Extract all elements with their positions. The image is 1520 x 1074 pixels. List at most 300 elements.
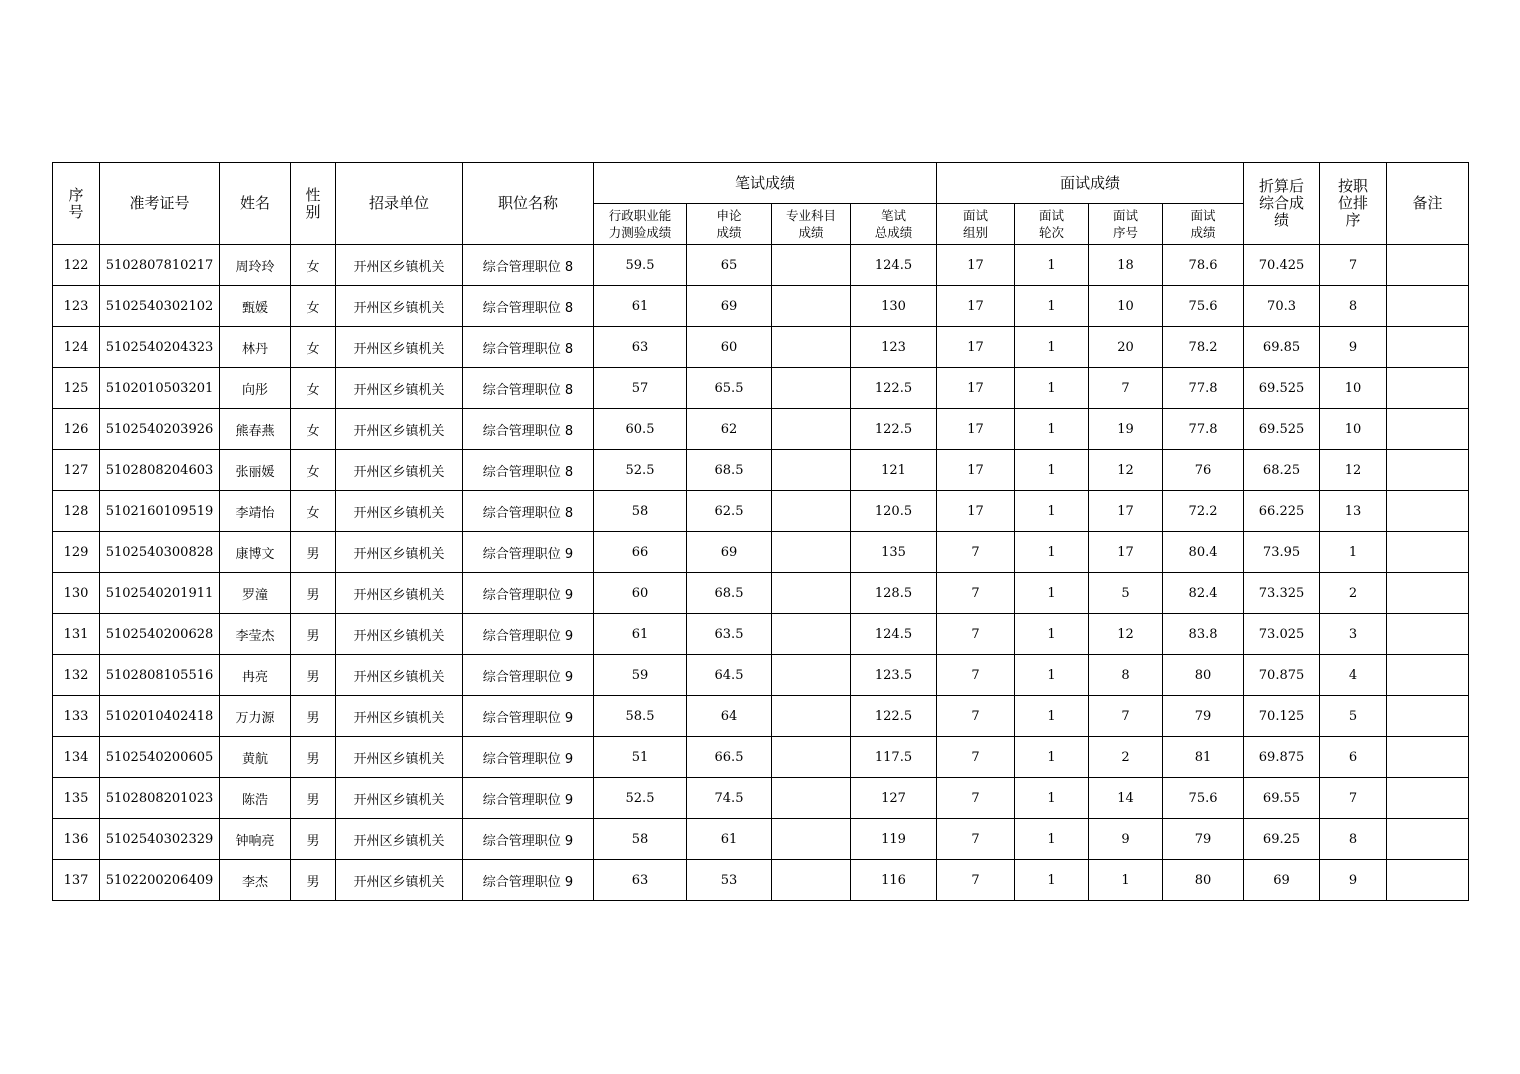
cell-written-admin: 59: [594, 655, 687, 696]
cell-remark: [1387, 450, 1469, 491]
cell-seq: 123: [53, 286, 100, 327]
cell-interview-score: 77.8: [1163, 409, 1244, 450]
table-row: [53, 860, 1469, 901]
cell-interview-group: 7: [937, 573, 1015, 614]
cell-interview-score: 78.2: [1163, 327, 1244, 368]
cell-interview-round: 1: [1015, 532, 1089, 573]
cell-gender: 男: [291, 573, 336, 614]
cell-position: 综合管理职位 9: [463, 573, 594, 614]
cell-ticket: 5102540201911: [100, 573, 220, 614]
cell-seq: 132: [53, 655, 100, 696]
cell-written-total: 130: [851, 286, 937, 327]
header-gender: 性 别: [291, 163, 336, 245]
cell-interview-round: 1: [1015, 327, 1089, 368]
cell-name: 李靖怡: [220, 491, 291, 532]
cell-interview-order: 2: [1089, 737, 1163, 778]
cell-unit: 开州区乡镇机关: [336, 573, 463, 614]
cell-written-essay: 66.5: [687, 737, 772, 778]
cell-interview-group: 17: [937, 245, 1015, 286]
cell-composite: 70.875: [1244, 655, 1320, 696]
cell-interview-group: 17: [937, 286, 1015, 327]
cell-position: 综合管理职位 9: [463, 778, 594, 819]
cell-unit: 开州区乡镇机关: [336, 327, 463, 368]
cell-name: 万力源: [220, 696, 291, 737]
cell-unit: 开州区乡镇机关: [336, 245, 463, 286]
cell-interview-round: 1: [1015, 778, 1089, 819]
cell-position: 综合管理职位 9: [463, 819, 594, 860]
cell-name: 张丽媛: [220, 450, 291, 491]
table-row: [53, 409, 1469, 450]
cell-gender: 男: [291, 696, 336, 737]
cell-written-special: [772, 737, 851, 778]
header-interview-round: 面试 轮次: [1015, 204, 1089, 245]
cell-ticket: 5102808105516: [100, 655, 220, 696]
cell-interview-group: 17: [937, 368, 1015, 409]
cell-remark: [1387, 532, 1469, 573]
cell-written-admin: 60.5: [594, 409, 687, 450]
cell-ticket: 5102540200628: [100, 614, 220, 655]
cell-interview-group: 7: [937, 655, 1015, 696]
cell-seq: 135: [53, 778, 100, 819]
cell-name: 向彤: [220, 368, 291, 409]
cell-position: 综合管理职位 9: [463, 655, 594, 696]
cell-name: 陈浩: [220, 778, 291, 819]
cell-composite: 73.325: [1244, 573, 1320, 614]
cell-remark: [1387, 778, 1469, 819]
cell-name: 李杰: [220, 860, 291, 901]
cell-name: 康博文: [220, 532, 291, 573]
cell-name: 李莹杰: [220, 614, 291, 655]
score-table: [52, 162, 1469, 901]
cell-seq: 129: [53, 532, 100, 573]
cell-written-admin: 52.5: [594, 450, 687, 491]
header-composite: 折算后 综合成 绩: [1244, 163, 1320, 245]
cell-interview-score: 75.6: [1163, 286, 1244, 327]
cell-ticket: 5102540302102: [100, 286, 220, 327]
cell-gender: 女: [291, 327, 336, 368]
cell-ticket: 5102200206409: [100, 860, 220, 901]
cell-written-special: [772, 655, 851, 696]
cell-gender: 女: [291, 286, 336, 327]
cell-interview-order: 1: [1089, 860, 1163, 901]
cell-interview-score: 82.4: [1163, 573, 1244, 614]
cell-unit: 开州区乡镇机关: [336, 450, 463, 491]
cell-unit: 开州区乡镇机关: [336, 532, 463, 573]
cell-interview-group: 7: [937, 860, 1015, 901]
cell-position: 综合管理职位 8: [463, 368, 594, 409]
cell-remark: [1387, 327, 1469, 368]
cell-remark: [1387, 614, 1469, 655]
cell-composite: 73.95: [1244, 532, 1320, 573]
cell-interview-order: 19: [1089, 409, 1163, 450]
cell-composite: 70.3: [1244, 286, 1320, 327]
header-interview-score: 面试 成绩: [1163, 204, 1244, 245]
cell-written-admin: 61: [594, 286, 687, 327]
cell-interview-group: 7: [937, 778, 1015, 819]
cell-gender: 男: [291, 532, 336, 573]
cell-interview-round: 1: [1015, 614, 1089, 655]
cell-seq: 133: [53, 696, 100, 737]
cell-rank: 6: [1320, 737, 1387, 778]
cell-written-total: 122.5: [851, 409, 937, 450]
cell-unit: 开州区乡镇机关: [336, 409, 463, 450]
table-row: [53, 491, 1469, 532]
cell-interview-round: 1: [1015, 819, 1089, 860]
cell-written-total: 123.5: [851, 655, 937, 696]
cell-interview-round: 1: [1015, 286, 1089, 327]
cell-seq: 130: [53, 573, 100, 614]
cell-written-total: 124.5: [851, 614, 937, 655]
cell-written-special: [772, 532, 851, 573]
cell-interview-order: 12: [1089, 450, 1163, 491]
cell-written-total: 121: [851, 450, 937, 491]
cell-written-total: 127: [851, 778, 937, 819]
cell-ticket: 5102807810217: [100, 245, 220, 286]
cell-position: 综合管理职位 8: [463, 491, 594, 532]
cell-written-admin: 57: [594, 368, 687, 409]
cell-rank: 9: [1320, 327, 1387, 368]
cell-written-total: 122.5: [851, 696, 937, 737]
header-remark: 备注: [1387, 163, 1469, 245]
table-row: [53, 614, 1469, 655]
cell-remark: [1387, 286, 1469, 327]
cell-position: 综合管理职位 9: [463, 860, 594, 901]
cell-written-total: 117.5: [851, 737, 937, 778]
header-written-group: 笔试成绩: [594, 163, 937, 204]
cell-composite: 69: [1244, 860, 1320, 901]
cell-remark: [1387, 573, 1469, 614]
cell-unit: 开州区乡镇机关: [336, 737, 463, 778]
cell-written-total: 116: [851, 860, 937, 901]
cell-interview-group: 7: [937, 532, 1015, 573]
cell-written-essay: 65: [687, 245, 772, 286]
cell-written-admin: 52.5: [594, 778, 687, 819]
cell-ticket: 5102540300828: [100, 532, 220, 573]
header-interview-group: 面试成绩: [937, 163, 1244, 204]
table-row: [53, 819, 1469, 860]
cell-interview-score: 77.8: [1163, 368, 1244, 409]
cell-written-essay: 63.5: [687, 614, 772, 655]
cell-gender: 女: [291, 491, 336, 532]
cell-position: 综合管理职位 9: [463, 532, 594, 573]
cell-position: 综合管理职位 8: [463, 409, 594, 450]
cell-interview-order: 14: [1089, 778, 1163, 819]
cell-interview-score: 81: [1163, 737, 1244, 778]
cell-interview-round: 1: [1015, 368, 1089, 409]
cell-interview-order: 5: [1089, 573, 1163, 614]
cell-written-essay: 53: [687, 860, 772, 901]
header-seq: 序 号: [53, 163, 100, 245]
cell-seq: 134: [53, 737, 100, 778]
cell-composite: 68.25: [1244, 450, 1320, 491]
cell-rank: 2: [1320, 573, 1387, 614]
cell-written-special: [772, 286, 851, 327]
cell-written-total: 135: [851, 532, 937, 573]
cell-remark: [1387, 696, 1469, 737]
table-header: [53, 163, 1469, 245]
cell-composite: 66.225: [1244, 491, 1320, 532]
cell-seq: 122: [53, 245, 100, 286]
cell-seq: 125: [53, 368, 100, 409]
cell-interview-order: 20: [1089, 327, 1163, 368]
cell-rank: 13: [1320, 491, 1387, 532]
cell-written-essay: 64.5: [687, 655, 772, 696]
cell-unit: 开州区乡镇机关: [336, 286, 463, 327]
cell-seq: 137: [53, 860, 100, 901]
cell-interview-round: 1: [1015, 450, 1089, 491]
table-row: [53, 737, 1469, 778]
cell-remark: [1387, 245, 1469, 286]
cell-interview-round: 1: [1015, 491, 1089, 532]
cell-interview-round: 1: [1015, 696, 1089, 737]
table-row: [53, 696, 1469, 737]
cell-unit: 开州区乡镇机关: [336, 655, 463, 696]
cell-interview-score: 78.6: [1163, 245, 1244, 286]
cell-written-essay: 61: [687, 819, 772, 860]
cell-interview-order: 9: [1089, 819, 1163, 860]
cell-written-admin: 59.5: [594, 245, 687, 286]
cell-rank: 12: [1320, 450, 1387, 491]
cell-rank: 9: [1320, 860, 1387, 901]
cell-interview-group: 7: [937, 614, 1015, 655]
cell-rank: 10: [1320, 409, 1387, 450]
cell-seq: 128: [53, 491, 100, 532]
header-interview-order: 面试 序号: [1089, 204, 1163, 245]
cell-written-essay: 65.5: [687, 368, 772, 409]
cell-ticket: 5102540302329: [100, 819, 220, 860]
cell-interview-order: 12: [1089, 614, 1163, 655]
cell-written-total: 123: [851, 327, 937, 368]
cell-written-essay: 68.5: [687, 573, 772, 614]
cell-composite: 69.85: [1244, 327, 1320, 368]
cell-written-special: [772, 778, 851, 819]
cell-interview-score: 76: [1163, 450, 1244, 491]
cell-written-admin: 51: [594, 737, 687, 778]
cell-ticket: 5102540204323: [100, 327, 220, 368]
cell-composite: 69.25: [1244, 819, 1320, 860]
cell-written-special: [772, 491, 851, 532]
cell-ticket: 5102010503201: [100, 368, 220, 409]
cell-interview-score: 72.2: [1163, 491, 1244, 532]
cell-composite: 73.025: [1244, 614, 1320, 655]
cell-unit: 开州区乡镇机关: [336, 368, 463, 409]
table-row: [53, 778, 1469, 819]
cell-rank: 8: [1320, 819, 1387, 860]
cell-seq: 126: [53, 409, 100, 450]
cell-gender: 男: [291, 860, 336, 901]
cell-ticket: 5102160109519: [100, 491, 220, 532]
table-body: [53, 245, 1469, 901]
cell-seq: 136: [53, 819, 100, 860]
cell-position: 综合管理职位 8: [463, 245, 594, 286]
cell-name: 甄媛: [220, 286, 291, 327]
cell-interview-order: 18: [1089, 245, 1163, 286]
cell-written-essay: 60: [687, 327, 772, 368]
cell-written-admin: 58.5: [594, 696, 687, 737]
cell-unit: 开州区乡镇机关: [336, 778, 463, 819]
table-row: [53, 245, 1469, 286]
cell-interview-round: 1: [1015, 409, 1089, 450]
cell-remark: [1387, 737, 1469, 778]
cell-interview-score: 75.6: [1163, 778, 1244, 819]
cell-interview-round: 1: [1015, 245, 1089, 286]
cell-ticket: 5102808204603: [100, 450, 220, 491]
cell-composite: 69.525: [1244, 409, 1320, 450]
cell-gender: 女: [291, 409, 336, 450]
cell-interview-score: 80: [1163, 655, 1244, 696]
cell-interview-score: 83.8: [1163, 614, 1244, 655]
cell-gender: 男: [291, 737, 336, 778]
cell-gender: 男: [291, 614, 336, 655]
cell-written-special: [772, 245, 851, 286]
cell-position: 综合管理职位 9: [463, 696, 594, 737]
cell-written-special: [772, 450, 851, 491]
cell-rank: 5: [1320, 696, 1387, 737]
cell-written-admin: 58: [594, 491, 687, 532]
table-row: [53, 450, 1469, 491]
cell-remark: [1387, 368, 1469, 409]
cell-rank: 7: [1320, 778, 1387, 819]
cell-written-essay: 69: [687, 532, 772, 573]
cell-position: 综合管理职位 9: [463, 737, 594, 778]
cell-position: 综合管理职位 8: [463, 327, 594, 368]
cell-rank: 3: [1320, 614, 1387, 655]
cell-written-admin: 60: [594, 573, 687, 614]
cell-interview-round: 1: [1015, 573, 1089, 614]
table-row: [53, 327, 1469, 368]
table-row: [53, 655, 1469, 696]
cell-written-essay: 69: [687, 286, 772, 327]
cell-ticket: 5102540203926: [100, 409, 220, 450]
cell-interview-order: 17: [1089, 491, 1163, 532]
cell-name: 冉亮: [220, 655, 291, 696]
cell-interview-round: 1: [1015, 737, 1089, 778]
cell-written-essay: 64: [687, 696, 772, 737]
cell-position: 综合管理职位 9: [463, 614, 594, 655]
cell-name: 周玲玲: [220, 245, 291, 286]
header-rank: 按职 位排 序: [1320, 163, 1387, 245]
cell-rank: 4: [1320, 655, 1387, 696]
cell-remark: [1387, 655, 1469, 696]
cell-rank: 1: [1320, 532, 1387, 573]
header-position: 职位名称: [463, 163, 594, 245]
cell-remark: [1387, 491, 1469, 532]
cell-written-admin: 63: [594, 860, 687, 901]
cell-interview-score: 80: [1163, 860, 1244, 901]
cell-interview-order: 17: [1089, 532, 1163, 573]
cell-composite: 70.125: [1244, 696, 1320, 737]
cell-written-essay: 62.5: [687, 491, 772, 532]
cell-interview-group: 17: [937, 450, 1015, 491]
cell-ticket: 5102010402418: [100, 696, 220, 737]
header-name: 姓名: [220, 163, 291, 245]
cell-written-special: [772, 860, 851, 901]
cell-interview-order: 7: [1089, 368, 1163, 409]
cell-seq: 131: [53, 614, 100, 655]
cell-interview-group: 7: [937, 819, 1015, 860]
cell-written-admin: 66: [594, 532, 687, 573]
cell-interview-order: 10: [1089, 286, 1163, 327]
table-row: [53, 368, 1469, 409]
header-unit: 招录单位: [336, 163, 463, 245]
cell-name: 钟响亮: [220, 819, 291, 860]
header-written-total: 笔试 总成绩: [851, 204, 937, 245]
cell-ticket: 5102808201023: [100, 778, 220, 819]
cell-written-total: 128.5: [851, 573, 937, 614]
cell-interview-round: 1: [1015, 655, 1089, 696]
cell-unit: 开州区乡镇机关: [336, 696, 463, 737]
cell-seq: 127: [53, 450, 100, 491]
cell-composite: 69.875: [1244, 737, 1320, 778]
cell-ticket: 5102540200605: [100, 737, 220, 778]
cell-unit: 开州区乡镇机关: [336, 614, 463, 655]
cell-interview-order: 8: [1089, 655, 1163, 696]
cell-written-special: [772, 614, 851, 655]
cell-written-special: [772, 819, 851, 860]
cell-interview-group: 17: [937, 409, 1015, 450]
cell-name: 黄航: [220, 737, 291, 778]
cell-interview-group: 7: [937, 696, 1015, 737]
cell-unit: 开州区乡镇机关: [336, 819, 463, 860]
cell-interview-round: 1: [1015, 860, 1089, 901]
cell-written-total: 122.5: [851, 368, 937, 409]
cell-interview-group: 17: [937, 327, 1015, 368]
cell-written-special: [772, 696, 851, 737]
cell-gender: 女: [291, 450, 336, 491]
cell-gender: 男: [291, 778, 336, 819]
cell-remark: [1387, 409, 1469, 450]
cell-written-special: [772, 368, 851, 409]
cell-name: 罗潼: [220, 573, 291, 614]
table-row: [53, 532, 1469, 573]
cell-written-special: [772, 409, 851, 450]
cell-gender: 男: [291, 819, 336, 860]
cell-rank: 10: [1320, 368, 1387, 409]
cell-composite: 69.525: [1244, 368, 1320, 409]
cell-interview-score: 79: [1163, 696, 1244, 737]
cell-rank: 8: [1320, 286, 1387, 327]
cell-position: 综合管理职位 8: [463, 286, 594, 327]
cell-rank: 7: [1320, 245, 1387, 286]
table-row: [53, 573, 1469, 614]
cell-name: 熊春燕: [220, 409, 291, 450]
cell-interview-group: 7: [937, 737, 1015, 778]
cell-seq: 124: [53, 327, 100, 368]
cell-interview-order: 7: [1089, 696, 1163, 737]
cell-written-admin: 63: [594, 327, 687, 368]
cell-written-total: 124.5: [851, 245, 937, 286]
header-written-admin: 行政职业能 力测验成绩: [594, 204, 687, 245]
cell-written-admin: 61: [594, 614, 687, 655]
cell-written-total: 120.5: [851, 491, 937, 532]
cell-written-admin: 58: [594, 819, 687, 860]
cell-written-essay: 62: [687, 409, 772, 450]
cell-gender: 女: [291, 245, 336, 286]
header-ticket: 准考证号: [100, 163, 220, 245]
cell-position: 综合管理职位 8: [463, 450, 594, 491]
cell-gender: 女: [291, 368, 336, 409]
cell-remark: [1387, 819, 1469, 860]
header-written-essay: 申论 成绩: [687, 204, 772, 245]
cell-name: 林丹: [220, 327, 291, 368]
header-interview-group-no: 面试 组别: [937, 204, 1015, 245]
cell-composite: 69.55: [1244, 778, 1320, 819]
cell-interview-group: 17: [937, 491, 1015, 532]
cell-gender: 男: [291, 655, 336, 696]
cell-written-special: [772, 573, 851, 614]
table-row: [53, 286, 1469, 327]
cell-remark: [1387, 860, 1469, 901]
